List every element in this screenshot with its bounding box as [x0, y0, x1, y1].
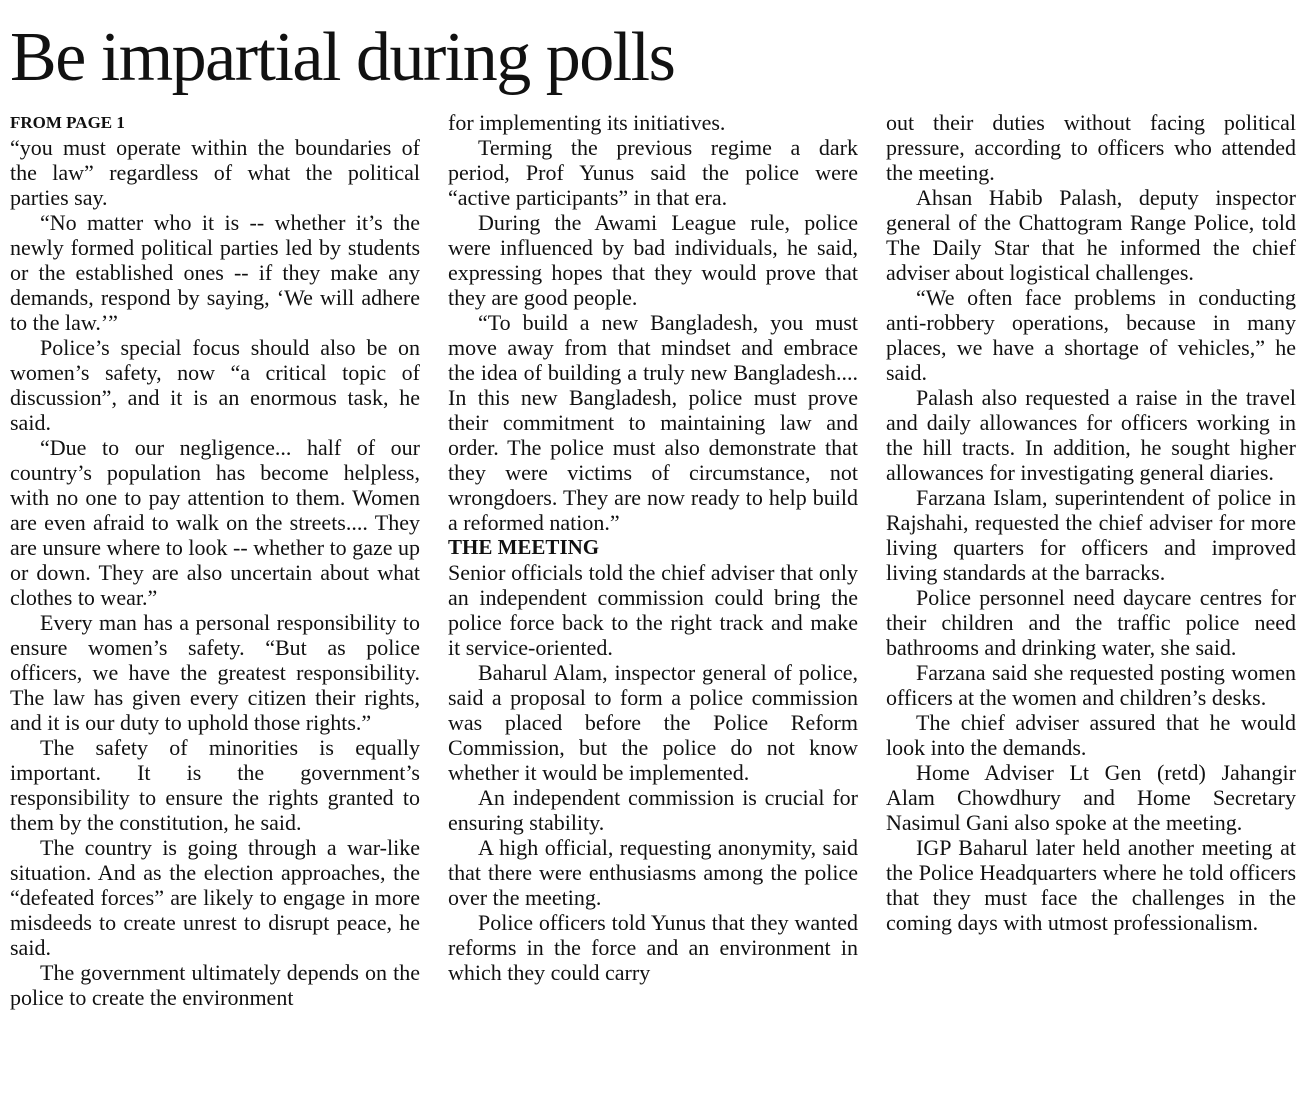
column-3: [886, 110, 1296, 935]
paragraph: Farzana said she requested posting women officers at the women and children’s desks.: [886, 660, 1296, 710]
kicker: FROM PAGE 1: [10, 113, 125, 132]
paragraph: Home Adviser Lt Gen (retd) Jahangir Alam Chowdhury and Home Secretary Nasimul Gani also spoke at the meeting.: [886, 760, 1296, 835]
paragraph: An independent commission is crucial for ensuring stability.: [448, 785, 858, 835]
paragraph: Ahsan Habib Palash, deputy inspector general of the Chattogram Range Police, told The Daily Star that he informed the chief adviser about logistical challenges.: [886, 185, 1296, 285]
paragraph: Police’s special focus should also be on women’s safety, now “a critical topic of discussion”, and it is an enormous task, he said.: [10, 335, 420, 435]
paragraph: The government ultimately depends on the police to create the environment: [10, 960, 420, 1010]
paragraph: Police personnel need daycare centres for their children and the traffic police need bathrooms and drinking water, she said.: [886, 585, 1296, 660]
paragraph: Terming the previous regime a dark period, Prof Yunus said the police were “active participants” in that era.: [448, 135, 858, 210]
paragraph: Baharul Alam, inspector general of police, said a proposal to form a police commission was placed before the Police Reform Commission, but the police do not know whether it would be implemented.: [448, 660, 858, 785]
paragraph: Farzana Islam, superintendent of police in Rajshahi, requested the chief adviser for more living quarters for officers and improved living standards at the barracks.: [886, 485, 1296, 585]
headline: Be impartial during polls: [10, 19, 675, 96]
paragraph: Police officers told Yunus that they wanted reforms in the force and an environment in which they could carry: [448, 910, 858, 985]
column-1: [10, 110, 420, 1010]
paragraph: “you must operate within the boundaries of the law” regardless of what the political parties say.: [10, 135, 420, 210]
paragraph: out their duties without facing political pressure, according to officers who attended the meeting.: [886, 110, 1296, 185]
paragraph: “We often face problems in conducting anti-robbery operations, because in many places, we have a shortage of vehicles,” he said.: [886, 285, 1296, 385]
paragraph: Senior officials told the chief adviser that only an independent commission could bring the police force back to the right track and make it service-oriented.: [448, 560, 858, 660]
paragraph: “No matter who it is -- whether it’s the newly formed political parties led by students or the established ones -- if they make any demands, respond by saying, ‘We will adhere to the law.’”: [10, 210, 420, 335]
paragraph: A high official, requesting anonymity, said that there were enthusiasms among the police over the meeting.: [448, 835, 858, 910]
paragraph: The safety of minorities is equally important. It is the government’s responsibility to ensure the rights granted to them by the constitution, he said.: [10, 735, 420, 835]
column-2: [448, 110, 858, 985]
paragraph: During the Awami League rule, police were influenced by bad individuals, he said, expressing hopes that they would prove that they are good people.: [448, 210, 858, 310]
paragraph: “Due to our negligence... half of our country’s population has become helpless, with no one to pay attention to them. Women are even afraid to walk on the streets.... They are unsure where to look -- whether to gaze up or down. They are also uncertain about what clothes to wear.”: [10, 435, 420, 610]
subhead: THE MEETING: [448, 535, 600, 559]
paragraph: IGP Baharul later held another meeting at the Police Headquarters where he told officers that they must face the challenges in the coming days with utmost professionalism.: [886, 835, 1296, 935]
paragraph: The country is going through a war-like situation. And as the election approaches, the “defeated forces” are likely to engage in more misdeeds to create unrest to disrupt peace, he said.: [10, 835, 420, 960]
paragraph: Every man has a personal responsibility to ensure women’s safety. “But as police officers, we have the greatest responsibility. The law has given every citizen their rights, and it is our duty to uphold those rights.”: [10, 610, 420, 735]
paragraph: The chief adviser assured that he would look into the demands.: [886, 710, 1296, 760]
paragraph: “To build a new Bangladesh, you must move away from that mindset and embrace the idea of building a truly new Bangladesh.... In this new Bangladesh, police must prove their commitment to maintaining law and order. The police must also demonstrate that they were victims of circumstance, not wrongdoers. They are now ready to help build a reformed nation.”: [448, 310, 858, 535]
paragraph: Palash also requested a raise in the travel and daily allowances for officers working in the hill tracts. In addition, he sought higher allowances for investigating general diaries.: [886, 385, 1296, 485]
paragraph: for implementing its initiatives.: [448, 110, 726, 135]
